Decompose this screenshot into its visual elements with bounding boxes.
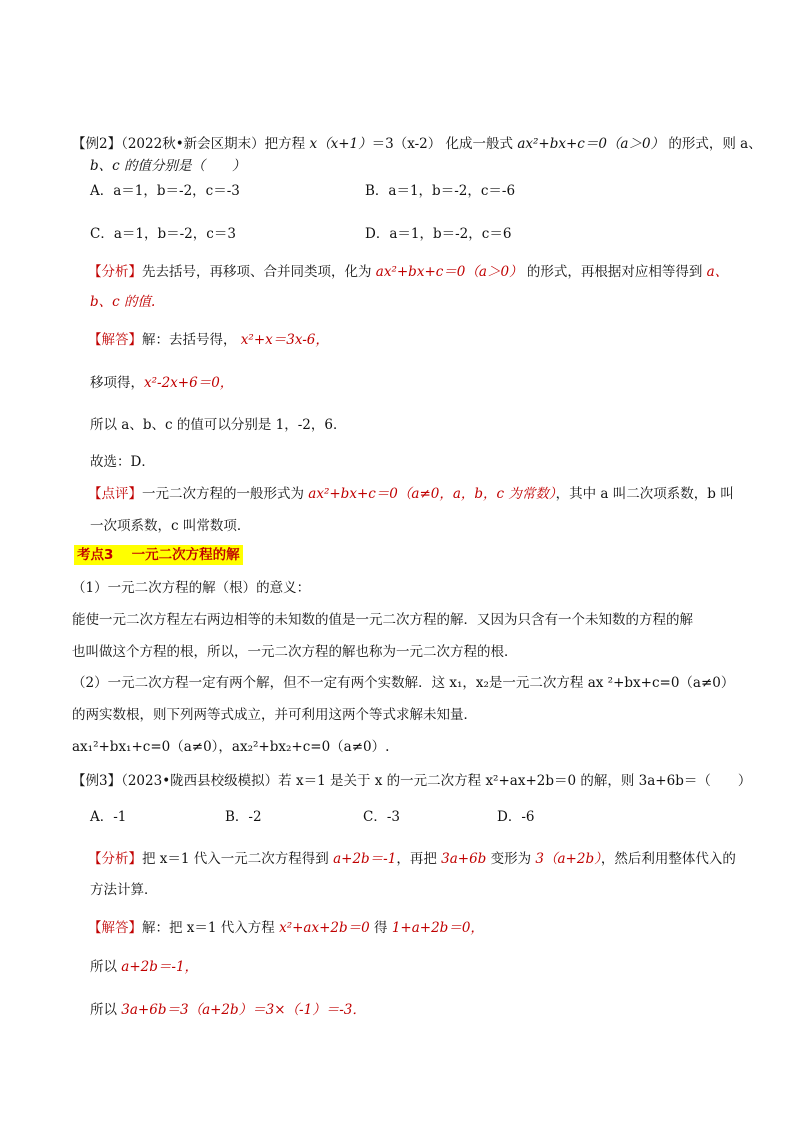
option-b: B．a＝1，b＝-2，c＝-6: [365, 183, 516, 199]
review-label: 【点评】: [88, 486, 142, 502]
solution-answer: 故选：D．: [90, 454, 155, 470]
option-b: B．-2: [225, 809, 262, 825]
example-tag: 【例2】: [72, 136, 122, 152]
solution-step-values: 所以 a、b、c 的值可以分别是 1，-2，6．: [90, 417, 347, 433]
kp3-paragraph-1: （1）一元二次方程的解（根）的意义：: [72, 580, 311, 596]
kp3-paragraph-5: 的两实数根，则下列两等式成立，并可利用这两个等式求解未知量．: [72, 707, 477, 723]
solution-step-2: 所以 a+2b＝-1，: [90, 959, 199, 975]
solution-label: 【解答】: [88, 332, 142, 348]
analysis-label: 【分析】: [88, 264, 142, 280]
option-d: D．-6: [497, 809, 535, 825]
solution-step-move: 移项得，x²-2x+6＝0，: [90, 375, 234, 391]
option-d: D．a＝1，b＝-2，c＝6: [365, 226, 512, 242]
option-a: A．a＝1，b＝-2，c＝-3: [90, 183, 240, 199]
example-2-review-line2: 一次项系数，c 叫常数项．: [90, 518, 251, 534]
example-3-analysis: 【分析】把 x＝1 代入一元二次方程得到 a+2b＝-1，再把 3a+6b 变形为 3（a+2b），然后利用整体代入的: [88, 851, 736, 867]
example-tag: 【例3】: [72, 773, 122, 789]
option-a: A．-1: [90, 809, 127, 825]
analysis-label: 【分析】: [88, 851, 142, 867]
source-note: （2023•陇西县校级模拟）: [121, 773, 279, 789]
solution-label: 【解答】: [88, 920, 142, 936]
example-3-stem: 【例3】（2023•陇西县校级模拟）若 x＝1 是关于 x 的一元二次方程 x²+ax+2b＝0 的解，则 3a+6b＝（ ）: [72, 773, 752, 789]
example-2-stem: 【例2】（2022秋•新会区期末）把方程 x（x+1）＝3（x-2） 化成一般式 ax²+bx+c＝0（a＞0） 的形式，则 a、: [72, 136, 762, 152]
kp3-paragraph-3: 也叫做这个方程的根，所以，一元二次方程的解也称为一元二次方程的根．: [72, 644, 518, 660]
example-2-analysis: 【分析】先去括号，再移项、合并同类项，化为 ax²+bx+c＝0（a＞0） 的形式，再根据对应相等得到 a、: [88, 264, 729, 280]
example-2-stem-line2: b、c 的值分别是（ ）: [90, 158, 246, 174]
example-2-analysis-line2: b、c 的值.: [90, 294, 156, 310]
kp3-paragraph-6: ax₁²+bx₁+c=0（a≠0），ax₂²+bx₂+c=0（a≠0）.: [72, 739, 390, 755]
example-3-solution: 【解答】解：把 x＝1 代入方程 x²+ax+2b＝0 得 1+a+2b＝0，: [88, 920, 484, 936]
kp3-paragraph-2: 能使一元二次方程左右两边相等的未知数的值是一元二次方程的解．又因为只含有一个未知数的方程的解: [72, 612, 693, 628]
source-note: （2022秋•新会区期末）: [121, 136, 265, 152]
section-heading: 考点3 一元二次方程的解: [74, 545, 243, 565]
option-c: C．-3: [363, 809, 400, 825]
solution-step-3: 所以 3a+6b＝3（a+2b）＝3×（-1）＝-3．: [90, 1002, 366, 1018]
option-c: C．a＝1，b＝-2，c＝3: [90, 226, 236, 242]
example-2-solution: 【解答】解：去括号得， x²+x＝3x-6，: [88, 332, 329, 348]
example-2-review: 【点评】一元二次方程的一般形式为 ax²+bx+c＝0（a≠0，a，b，c 为常数），其中 a 叫二次项系数，b 叫: [88, 486, 734, 502]
example-3-analysis-line2: 方法计算．: [90, 882, 158, 898]
kp3-paragraph-4: （2）一元二次方程一定有两个解，但不一定有两个实数解．这 x₁，x₂是一元二次方程 ax ²+bx+c=0（a≠0）: [72, 675, 735, 691]
